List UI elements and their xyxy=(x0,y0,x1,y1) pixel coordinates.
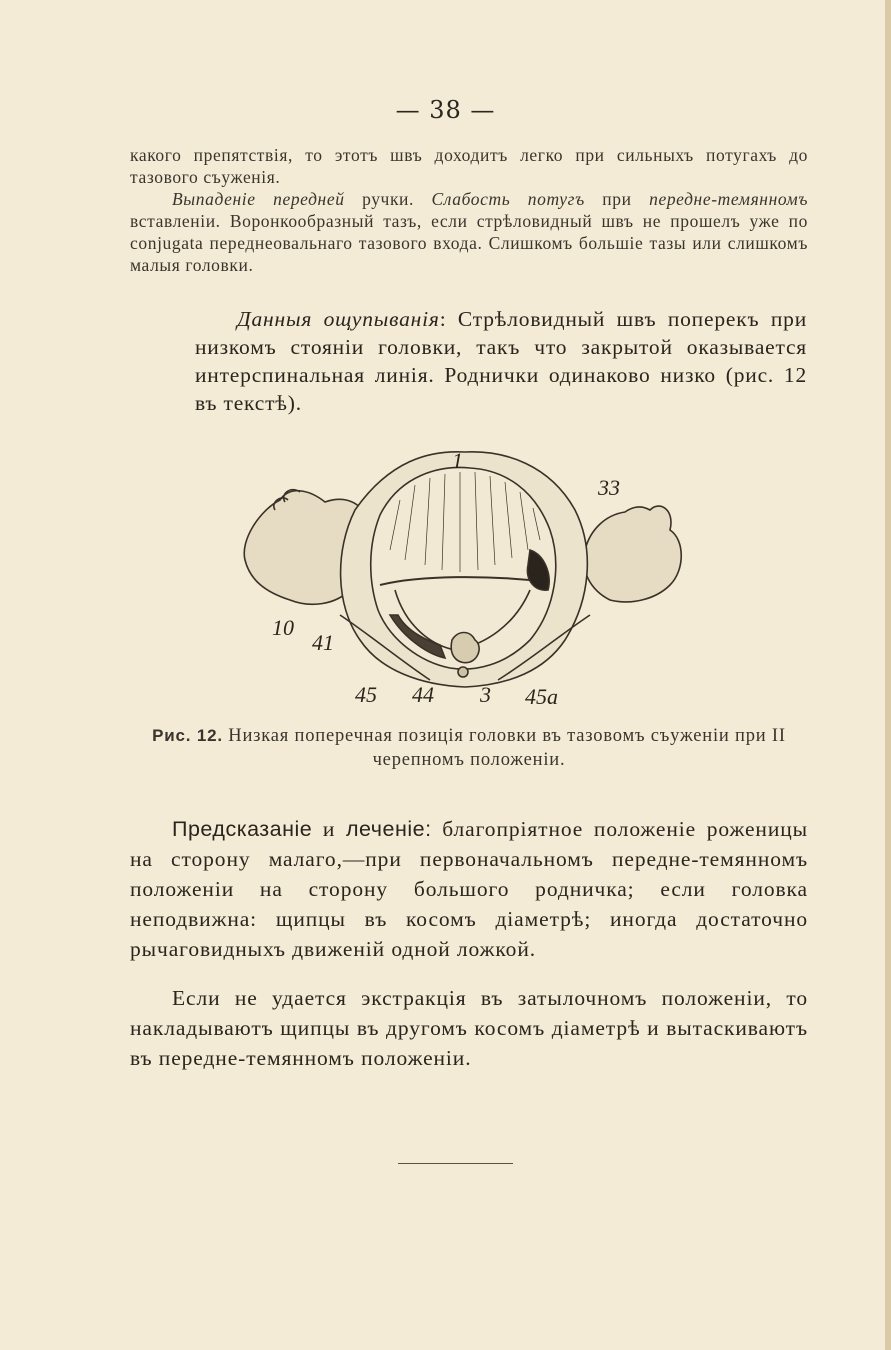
paragraph-3-text: : Стрѣловидный швъ поперекъ при низкомъ стояніи головки, такъ что закрытой оказывается интерспинальная линія. Роднички одинаково низко (рис. 12 въ текстѣ). xyxy=(195,307,807,415)
page-number: — 38 — xyxy=(395,96,496,124)
paragraph-1 xyxy=(130,144,808,188)
paragraph-4-connector: и xyxy=(312,817,347,841)
pelvis-figure xyxy=(230,440,700,720)
paragraph-3-heading: Данныя ощупыванія xyxy=(237,307,440,331)
end-rule xyxy=(398,1163,513,1164)
paragraph-1-text: какого препятствія, то этотъ швъ доходитъ легко при сильныхъ потугахъ до тазового съуженія. xyxy=(130,145,808,187)
right-iliac-wing xyxy=(584,506,682,602)
paragraph-2-text-2: при xyxy=(584,189,650,209)
paragraph-2-text-1: ручки. xyxy=(344,189,432,209)
paragraph-4-heading: Предсказаніе xyxy=(172,817,313,841)
label-41: 41 xyxy=(312,630,334,655)
label-45: 45 xyxy=(355,682,377,707)
paragraph-4-text: благопріятное положеніе роженицы на сторону малаго,—при первоначальномъ передне-темянномъ положеніи на сторону большого родничка; если головка неподвижна: щипцы въ косомъ діаметрѣ; иногда достаточно рычаговидныхъ движеній одной ложкой. xyxy=(130,817,808,961)
label-33: 33 xyxy=(598,475,620,500)
paragraph-2-text-3: вставленіи. Воронкообразный тазъ, если стрѣловидный швъ не прошелъ уже по conjugata переднеовальнаго тазового входа. Слишкомъ большіе тазы или слишкомъ малыя головки. xyxy=(130,211,808,275)
paragraph-4-heading-2: леченіе: xyxy=(346,817,432,841)
figure-caption xyxy=(130,724,808,772)
paragraph-2-italic-3: передне-темянномъ xyxy=(649,189,809,209)
paragraph-2-italic-1: Выпаденіе передней xyxy=(172,189,345,209)
label-3: 3 xyxy=(480,682,491,707)
caption-text: Низкая поперечная позиція головки въ тазовомъ съуженіи при II черепномъ положеніи. xyxy=(222,726,786,770)
paragraph-5 xyxy=(130,983,808,1073)
paragraph-2 xyxy=(130,188,808,276)
paragraph-4 xyxy=(130,814,808,964)
label-1: 1 xyxy=(452,448,463,473)
label-45a: 45a xyxy=(525,684,558,709)
paragraph-5-text: Если не удается экстракція въ затылочномъ положеніи, то накладываютъ щипцы въ другомъ косомъ діаметрѣ и вытаскиваютъ въ передне-темянномъ положеніи. xyxy=(130,986,808,1070)
caption-label: Рис. 12. xyxy=(152,726,223,745)
label-44: 44 xyxy=(412,682,434,707)
pelvis-illustration xyxy=(230,440,700,720)
paragraph-2-italic-2: Слабость потугъ xyxy=(431,189,585,209)
coccyx-tip xyxy=(458,667,468,677)
page-edge xyxy=(885,0,891,1350)
paragraph-3 xyxy=(195,305,807,417)
label-10: 10 xyxy=(272,615,294,640)
